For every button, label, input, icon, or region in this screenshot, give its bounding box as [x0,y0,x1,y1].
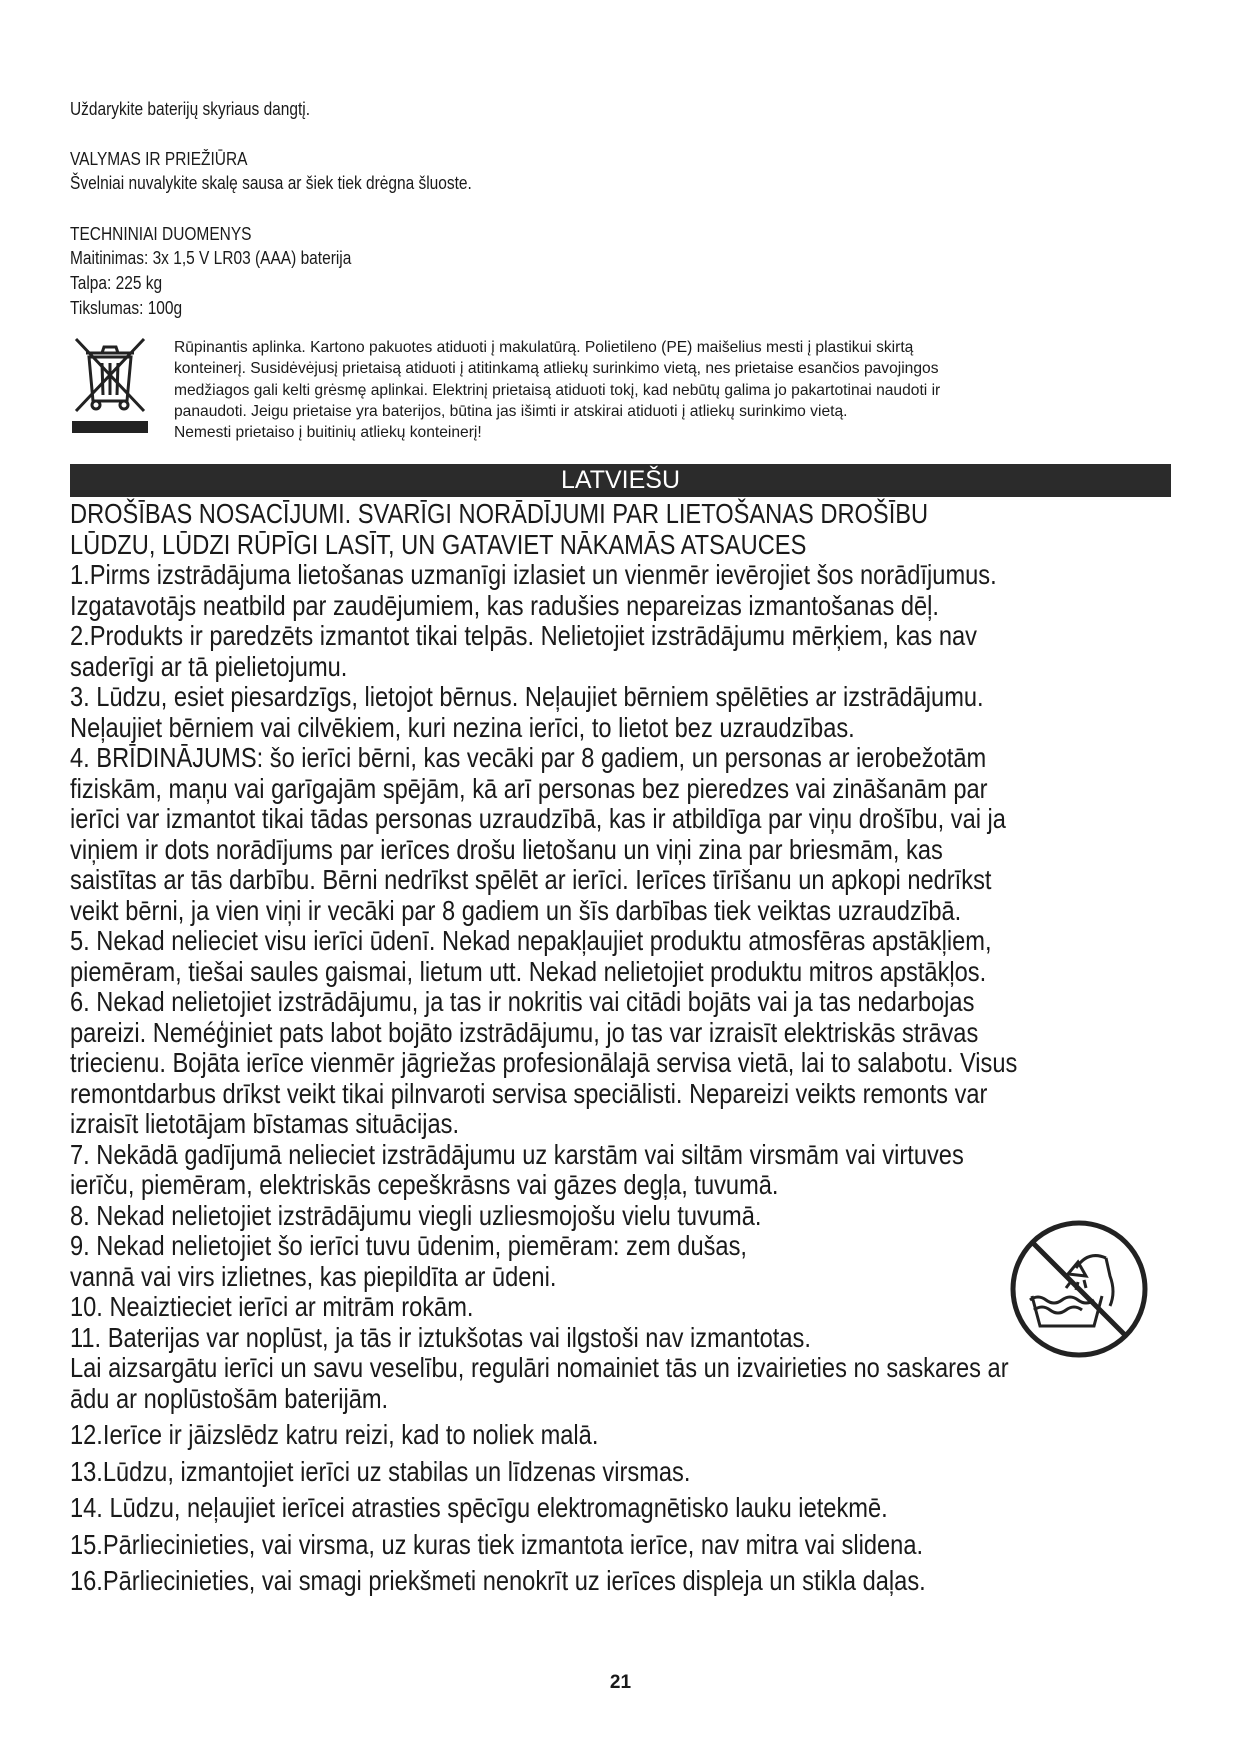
safety-line: fiziskām, maņu vai garīgajām spējām, kā arī personas bez pieredzes vai zināšanām par [70,772,988,804]
eco-line: konteinerį. Susidėvėjusį prietaisą atiduoti į atitinkamą atliekų surinkimo vietą, nes prietaise esančios pavojingos [174,360,939,378]
tech-accuracy: Tikslumas: 100g [70,298,183,318]
close-cover-text: Uždarykite baterijų skyriaus dangtį. [70,99,311,119]
latvian-safety-text [70,499,1197,1597]
language-header-bar: LATVIEŠU [70,464,1171,497]
safety-line: 4. BRĪDINĀJUMS: šo ierīci bērni, kas vecāki par 8 gadiem, un personas ar ierobežotām [70,742,987,773]
weee-bin-icon [72,335,148,435]
eco-line: Rūpinantis aplinka. Kartono pakuotes atiduoti į makulatūrą. Polietileno (PE) maišelius mesti į plastikui skirtą [174,339,914,356]
safety-line: 1.Pirms izstrādājuma lietošanas uzmanīgi izlasiet un vienmēr ievērojiet šos norādījumus. [70,559,997,590]
safety-line: ierīci var izmantot tikai tādas personas uzraudzībā, kas ir atbildīga par viņu drošību, vai ja [70,803,1006,834]
safety-line: Neļaujiet bērniem vai cilvēkiem, kuri nezina ierīci, to lietot bez uzraudzības. [70,711,855,743]
safety-line: pareizi. Neméģiniet pats labot bojāto izstrādājumu, jo tas var izraisīt elektriskās strāvas [70,1016,979,1048]
safety-line: 6. Nekad nelietojiet izstrādājumu, ja tas ir nokritis vai citādi bojāts vai ja tas nedarbojas [70,986,975,1017]
safety-line: ierīču, piemēram, elektriskās cepeškrāsns vai gāzes degļa, tuvumā. [70,1169,779,1200]
tech-capacity: Talpa: 225 kg [70,273,163,293]
safety-line: viņiem ir dots norādījums par ierīces drošu lietošanu un viņi zina par briesmām, kas [70,833,943,865]
no-shower-icon [1006,1216,1152,1362]
cleaning-text: Švelniai nuvalykite skalę sausa ar šiek tiek drėgna šluoste. [70,173,472,193]
eco-disposal-text [174,337,940,443]
page-number: 21 [609,1672,632,1693]
safety-line: remontdarbus drīkst veikt tikai pilnvaroti servisa speciālisti. Nepareizi veikts remonts var [70,1077,988,1109]
safety-line: triecienu. Bojāta ierīce vienmēr jāgriežas profesionālajā servisa vietā, lai to salabotu. Visus [70,1047,1018,1078]
safety-line: 9. Nekad nelietojiet šo ierīci tuvu ūdenim, piemēram: zem dušas, [70,1230,747,1261]
safety-line: 2.Produkts ir paredzēts izmantot tikai telpās. Nelietojiet izstrādājumu mērķiem, kas nav [70,620,977,651]
safety-item: 12.Ierīce ir jāizslēdz katru reizi, kad to noliek malā. [70,1419,599,1450]
safety-line: 5. Nekad nelieciet visu ierīci ūdenī. Nekad nepakļaujiet produktu atmosfēras apstākļiem, [70,925,992,956]
safety-line: 11. Baterijas var noplūst, ja tās ir iztukšotas vai ilgstoši nav izmantotas. [70,1321,811,1353]
safety-line: piemēram, tiešai saules gaismai, lietum utt. Nekad nelietojiet produktu mitros apstākļos. [70,955,987,987]
safety-item: 13.Lūdzu, izmantojiet ierīci uz stabilas un līdzenas virsmas. [70,1455,691,1487]
safety-line: 7. Nekādā gadījumā nelieciet izstrādājumu uz karstām vai siltām virsmām vai virtuves [70,1138,964,1170]
cleaning-title: VALYMAS IR PRIEŽIŪRA [70,149,248,169]
safety-line: izraisīt lietotājam bīstamas situācijas. [70,1108,460,1139]
safety-item: 14. Lūdzu, neļaujiet ierīcei atrasties spēcīgu elektromagnētisko lauku ietekmē. [70,1492,888,1523]
safety-line: veikt bērni, ja vien viņi ir vecāki par 8 gadiem un šīs darbības tiek veiktas uzraudzībā. [70,894,962,926]
safety-line: ādu ar noplūstošām baterijām. [70,1382,389,1414]
safety-line: Izgatavotājs neatbild par zaudējumiem, kas radušies nepareizas izmantošanas dēļ. [70,589,939,621]
safety-line: vannā vai virs izlietnes, kas piepildīta ar ūdeni. [70,1260,557,1292]
eco-line: Nemesti prietaiso į buitinių atliekų konteinerį! [174,424,482,442]
safety-item: 16.Pārliecinieties, vai smagi priekšmeti nenokrīt uz ierīces displeja un stikla daļas. [70,1565,926,1596]
safety-line: saderīgi ar tā pielietojumu. [70,650,348,682]
eco-line: medžiagos gali kelti grėsmę aplinkai. Elektrinį prietaisą atiduoti tokį, kad nebūtų galima jo pakartotinai naudoti ir [174,381,941,399]
safety-line: saistītas ar tās darbību. Bērni nedrīkst spēlēt ar ierīci. Ierīces tīrīšanu un apkopi nedrīkst [70,864,992,895]
safety-line: 10. Neaiztieciet ierīci ar mitrām rokām. [70,1291,474,1322]
safety-heading: DROŠĪBAS NOSACĪJUMI. SVARĪGI NORĀDĪJUMI PAR LIETOŠANAS DROŠĪBU [70,498,929,529]
safety-line: 8. Nekad nelietojiet izstrādājumu viegli uzliesmojošu vielu tuvumā. [70,1199,762,1231]
safety-heading: LŪDZU, LŪDZI RŪPĪGI LASĪT, UN GATAVIET NĀKAMĀS ATSAUCES [70,528,807,560]
tech-power: Maitinimas: 3x 1,5 V LR03 (AAA) baterija [70,248,352,268]
eco-line: panaudoti. Jeigu prietaise yra baterijos, būtina jas išimti ir atskirai atiduoti į atliekų surinkimo vietą. [174,402,848,420]
tech-data-title: TECHNINIAI DUOMENYS [70,224,252,244]
safety-item: 15.Pārliecinieties, vai virsma, uz kuras tiek izmantota ierīce, nav mitra vai slidena. [70,1528,924,1560]
safety-line: Lai aizsargātu ierīci un savu veselību, regulāri nomainiet tās un izvairieties no saskares ar [70,1352,1009,1383]
safety-line: 3. Lūdzu, esiet piesardzīgs, lietojot bērnus. Neļaujiet bērniem spēlēties ar izstrādājumu. [70,681,984,712]
